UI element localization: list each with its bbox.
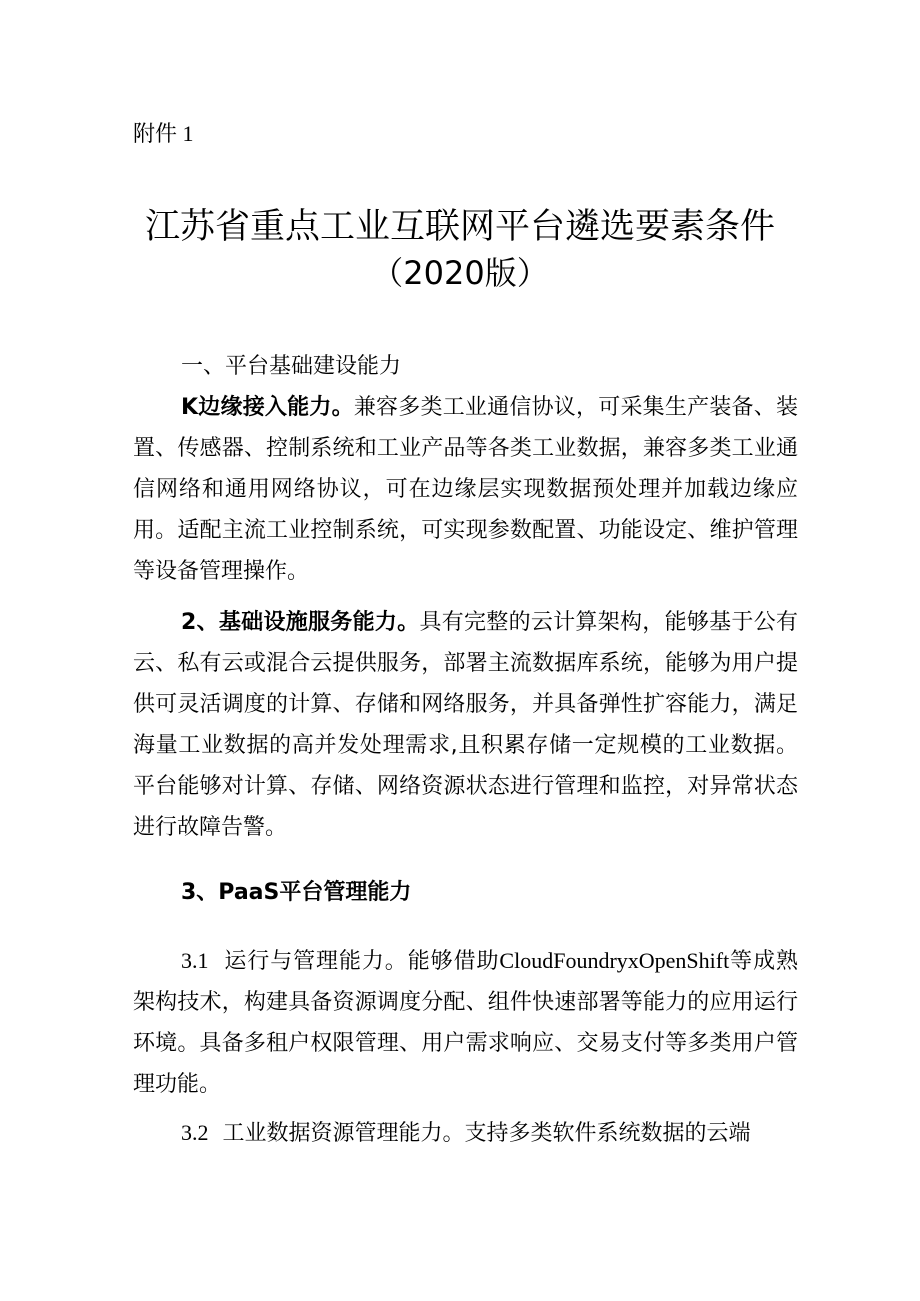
paragraph-body: 具有完整的云计算架构，能够基于公有云、私有云或混合云提供服务，部署主流数据库系统，能够为用户提供可灵活调度的计算、存储和网络服务，并具备弹性扩容能力，满足海量工业数据的高并发处理需求,且积累存储一定规模的工业数据。平台能够对计算、存储、网络资源状态进行管理和监控，对异常状态进行故障告警。 bbox=[133, 610, 798, 840]
paragraph-lead: 2、基础设施服务能力。 bbox=[181, 610, 420, 635]
paragraph-body: 等成熟架构技术，构建具备资源调度分配、组件快速部署等能力的应用运行环境。具备多租户权限管理、用户需求响应、交易支付等多类用户管理功能。 bbox=[133, 949, 798, 1097]
paragraph-body: 工业数据资源管理能力。支持多类软件系统数据的云端 bbox=[222, 1121, 751, 1146]
paragraph-infrastructure bbox=[133, 602, 798, 848]
paragraph-body: 兼容多类工业通信协议，可采集生产装备、装置、传感器、控制系统和工业产品等各类工业数据，兼容多类工业通信网络和通用网络协议，可在边缘层实现数据预处理并加载边缘应用。适配主流工业控制系统，可实现参数配置、功能设定、维护管理等设备管理操作。 bbox=[133, 395, 798, 584]
section-heading-paas: 3、PaaS平台管理能力 bbox=[181, 880, 412, 905]
document-title: 江苏省重点工业互联网平台遴选要素条件 bbox=[144, 207, 775, 247]
paragraph-data-resource bbox=[133, 1112, 798, 1154]
paragraph-number: 3.2 bbox=[181, 1120, 209, 1145]
attachment-label bbox=[133, 118, 194, 151]
section-heading-1: 一、平台基础建设能力 bbox=[181, 354, 402, 379]
paragraph-edge-access bbox=[133, 387, 798, 592]
attachment-number: 1 bbox=[182, 121, 194, 146]
paragraph-operation-management bbox=[133, 940, 798, 1105]
paragraph-tech-names: CloudFoundryxOpenShift bbox=[499, 948, 730, 973]
paragraph-body: 运行与管理能力。能够借助 bbox=[224, 949, 500, 974]
attachment-text: 附件 bbox=[133, 122, 178, 147]
paragraph-lead: K边缘接入能力。 bbox=[181, 395, 354, 420]
paragraph-number: 3.1 bbox=[181, 948, 209, 973]
document-subtitle: （2020版） bbox=[371, 254, 549, 292]
